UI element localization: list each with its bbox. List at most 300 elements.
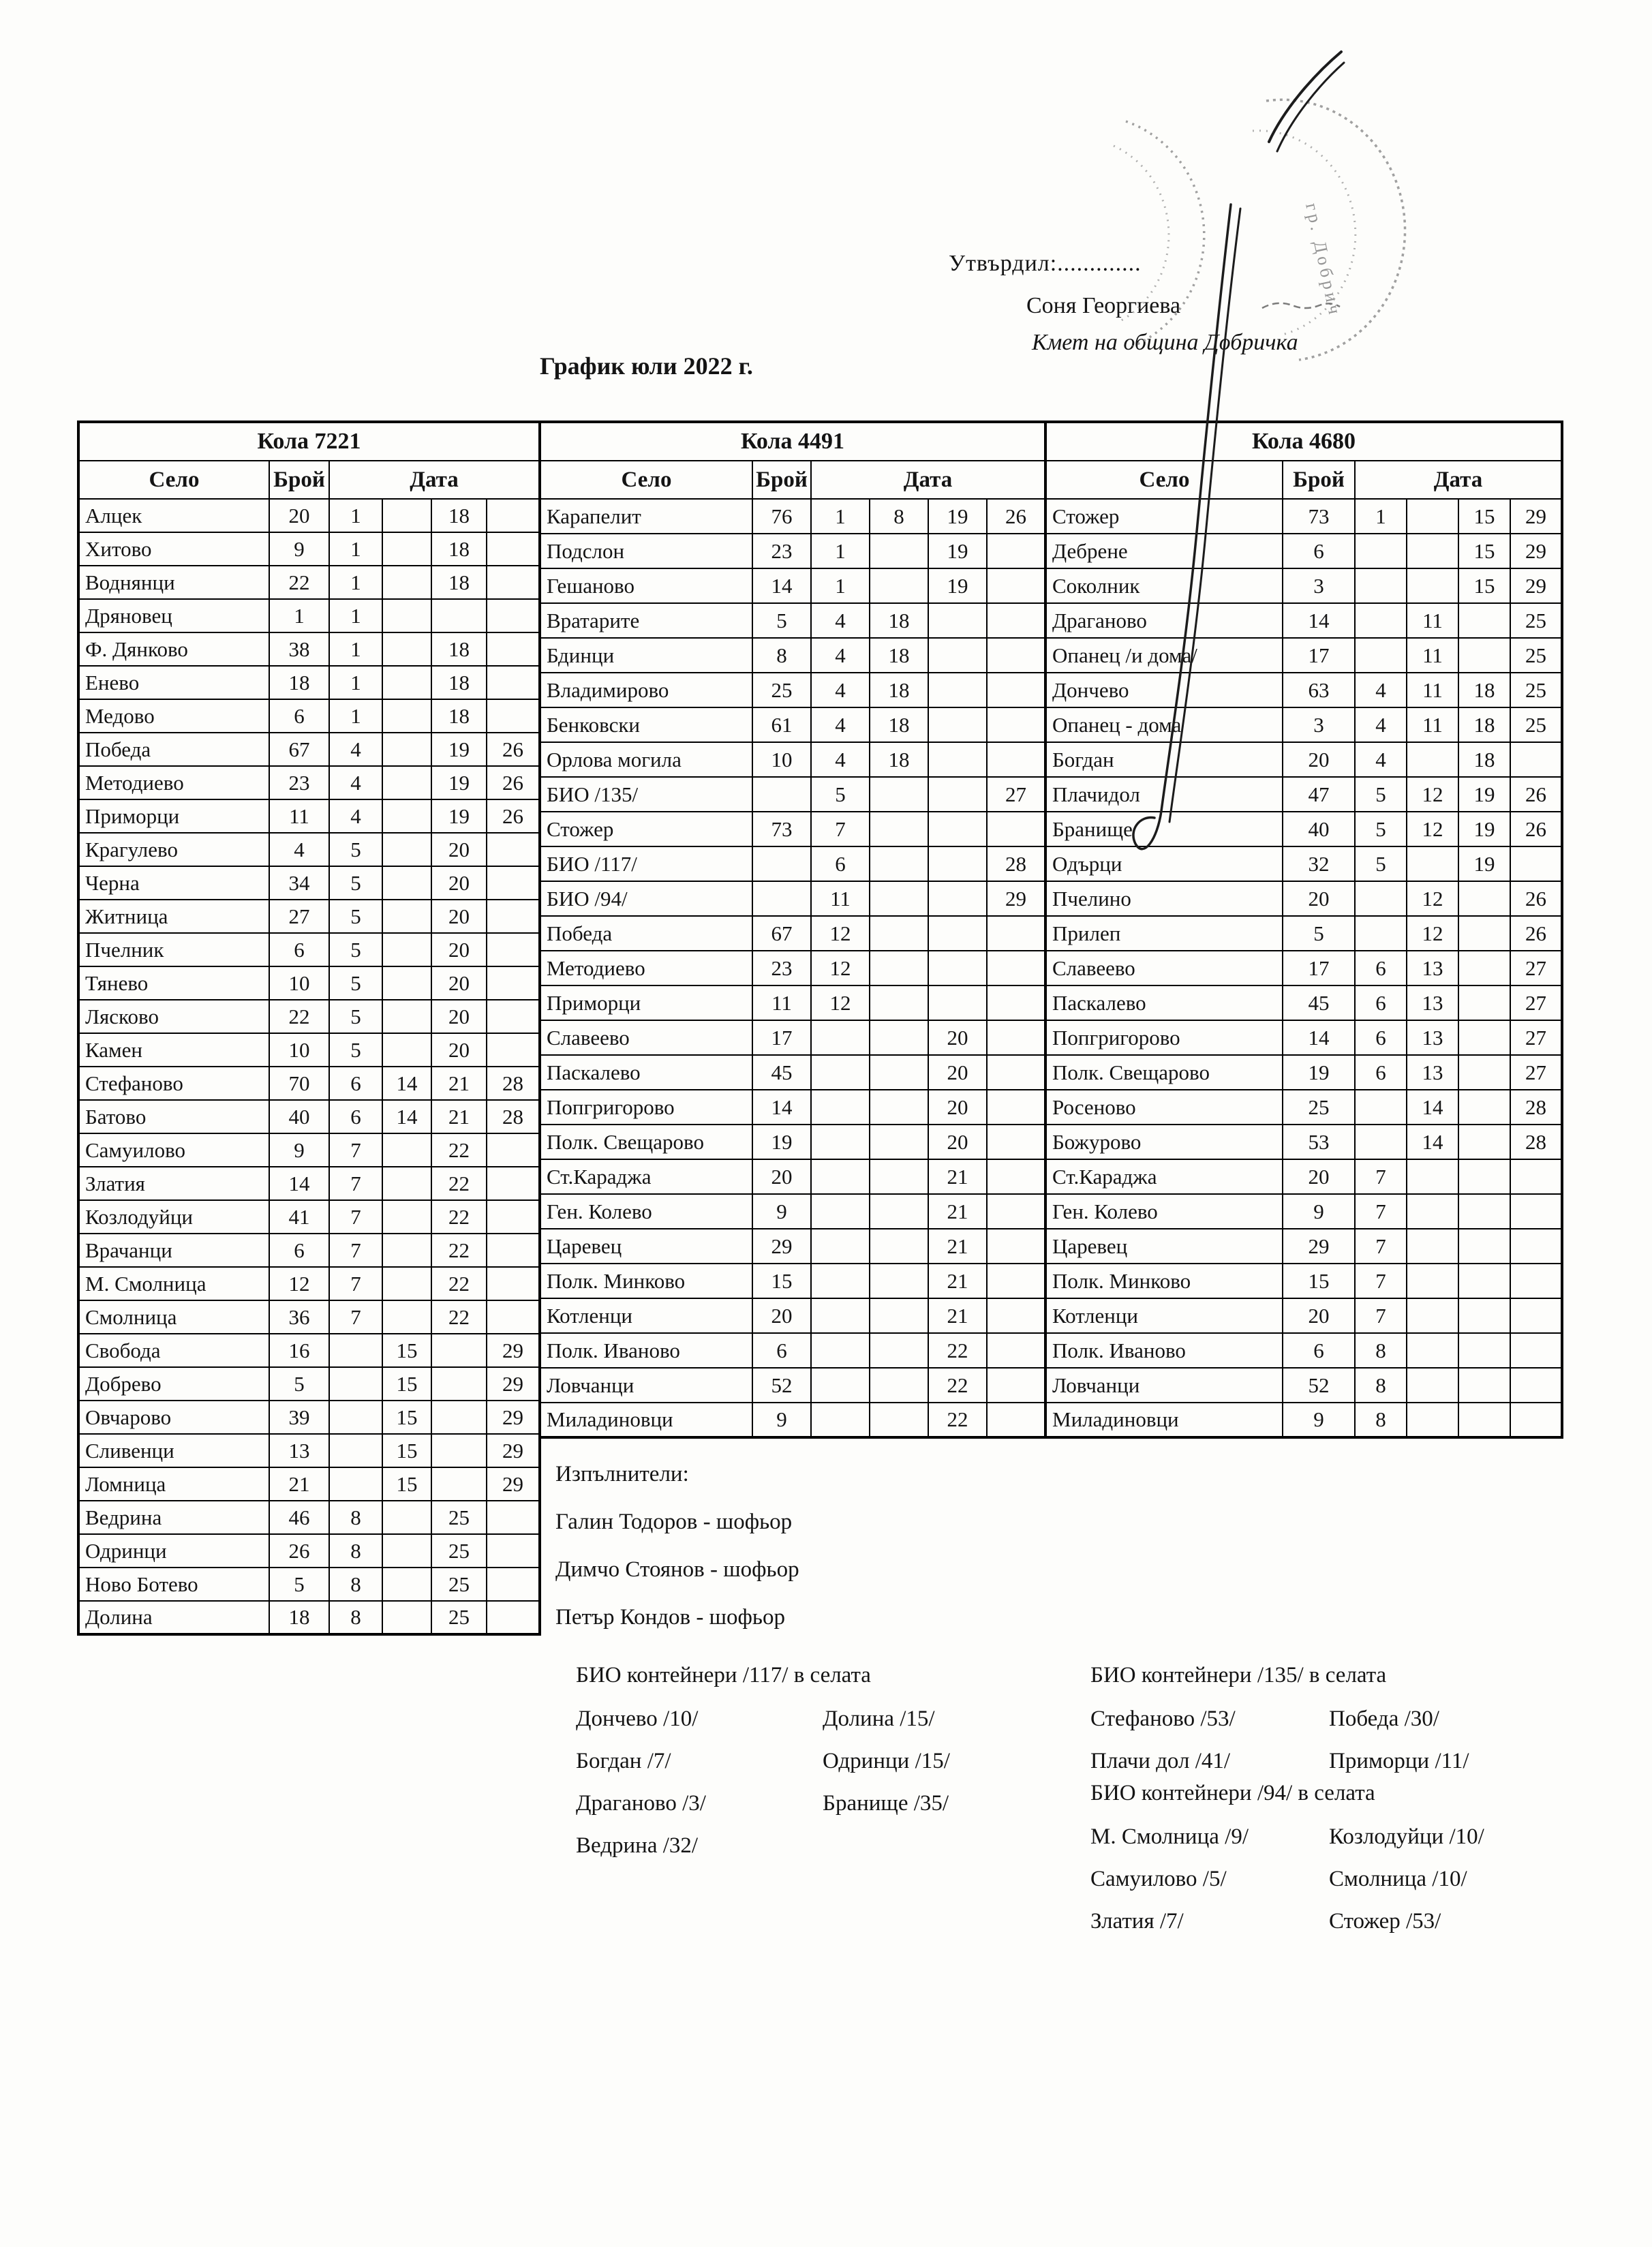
- table-row: [1045, 1264, 1562, 1298]
- count-cell: 9: [1283, 1403, 1355, 1437]
- date-cell: [1458, 1368, 1510, 1403]
- bio-col-right: [823, 1698, 1069, 1867]
- count-cell: 45: [752, 1055, 811, 1090]
- village-cell: Приморци: [78, 799, 269, 833]
- date-cell: 5: [329, 1000, 382, 1033]
- table-row: [1045, 1403, 1562, 1437]
- date-cell: 1: [329, 666, 382, 699]
- date-cell: 19: [928, 568, 987, 603]
- date-cell: [382, 632, 431, 666]
- date-cell: [1355, 534, 1407, 568]
- date-cell: [928, 603, 987, 638]
- date-cell: [928, 638, 987, 673]
- date-cell: 4: [1355, 742, 1407, 777]
- table-row: [78, 566, 540, 599]
- date-cell: 1: [329, 632, 382, 666]
- village-cell: Бдинци: [540, 638, 752, 673]
- date-cell: [1407, 534, 1458, 568]
- date-cell: 25: [431, 1568, 487, 1601]
- table-row: [78, 766, 540, 799]
- count-cell: 14: [269, 1167, 329, 1200]
- date-cell: 11: [1407, 673, 1458, 707]
- village-cell: Ген. Колево: [1045, 1194, 1283, 1229]
- date-cell: 5: [1355, 777, 1407, 812]
- village-cell: Богдан: [1045, 742, 1283, 777]
- col-header-count: Брой: [269, 461, 329, 499]
- date-cell: 6: [1355, 1055, 1407, 1090]
- bio-containers-94-block: [1090, 1771, 1581, 1942]
- village-cell: Хитово: [78, 532, 269, 566]
- date-cell: 7: [1355, 1194, 1407, 1229]
- count-cell: 9: [752, 1194, 811, 1229]
- village-cell: Врачанци: [78, 1234, 269, 1267]
- table-row: [540, 707, 1045, 742]
- table-row: [1045, 1194, 1562, 1229]
- count-cell: 29: [752, 1229, 811, 1264]
- date-cell: 20: [431, 966, 487, 1000]
- date-cell: [487, 833, 540, 866]
- date-cell: [487, 1033, 540, 1067]
- date-cell: [487, 699, 540, 733]
- date-cell: [987, 534, 1045, 568]
- schedule-table-car-4491: [538, 421, 1047, 1439]
- village-cell: Одринци: [78, 1534, 269, 1568]
- date-cell: [870, 1194, 928, 1229]
- count-cell: 23: [752, 951, 811, 985]
- count-cell: 25: [752, 673, 811, 707]
- date-cell: [811, 1090, 870, 1125]
- village-cell: БИО /94/: [540, 881, 752, 916]
- bio-village-item: Победа /30/: [1329, 1706, 1439, 1731]
- table-row: [78, 966, 540, 1000]
- date-cell: 26: [987, 499, 1045, 534]
- table-row: [78, 632, 540, 666]
- table-row: [1045, 1298, 1562, 1333]
- date-cell: [987, 673, 1045, 707]
- date-cell: 8: [329, 1601, 382, 1634]
- date-cell: [1355, 1125, 1407, 1159]
- date-cell: 11: [1407, 707, 1458, 742]
- date-cell: 1: [329, 532, 382, 566]
- date-cell: 22: [431, 1200, 487, 1234]
- date-cell: 12: [811, 916, 870, 951]
- table-row: [540, 568, 1045, 603]
- count-cell: 15: [752, 1264, 811, 1298]
- table-row: [78, 1601, 540, 1634]
- village-cell: Полк. Свещарово: [540, 1125, 752, 1159]
- table-row: [78, 1300, 540, 1334]
- village-cell: Ловчанци: [540, 1368, 752, 1403]
- bio-village-item: Приморци /11/: [1329, 1748, 1469, 1773]
- date-cell: [987, 1055, 1045, 1090]
- date-cell: [1458, 1125, 1510, 1159]
- count-cell: 1: [269, 599, 329, 632]
- date-cell: 13: [1407, 951, 1458, 985]
- date-cell: 5: [329, 900, 382, 933]
- count-cell: 10: [269, 1033, 329, 1067]
- count-cell: 6: [1283, 1333, 1355, 1368]
- date-cell: 4: [329, 766, 382, 799]
- date-cell: 4: [329, 799, 382, 833]
- table-body: [1045, 499, 1562, 1437]
- table-row: [78, 532, 540, 566]
- date-cell: [382, 833, 431, 866]
- village-cell: Соколник: [1045, 568, 1283, 603]
- date-cell: [987, 1090, 1045, 1125]
- date-cell: 29: [487, 1434, 540, 1467]
- date-cell: [382, 966, 431, 1000]
- table-row: [78, 1167, 540, 1200]
- date-cell: 7: [329, 1234, 382, 1267]
- date-cell: 7: [329, 1133, 382, 1167]
- date-cell: [431, 599, 487, 632]
- date-cell: 11: [1407, 638, 1458, 673]
- date-cell: [431, 1434, 487, 1467]
- date-cell: 4: [811, 603, 870, 638]
- table-row: [540, 1403, 1045, 1437]
- date-cell: [329, 1401, 382, 1434]
- date-cell: 14: [382, 1100, 431, 1133]
- village-cell: Подслон: [540, 534, 752, 568]
- date-cell: [1407, 1333, 1458, 1368]
- date-cell: 8: [329, 1534, 382, 1568]
- count-cell: 14: [1283, 603, 1355, 638]
- count-cell: 23: [752, 534, 811, 568]
- count-cell: 15: [1283, 1264, 1355, 1298]
- date-cell: 1: [811, 568, 870, 603]
- count-cell: 39: [269, 1401, 329, 1434]
- village-cell: Тянево: [78, 966, 269, 1000]
- table-row: [78, 1067, 540, 1100]
- date-cell: [870, 534, 928, 568]
- date-cell: [1458, 1229, 1510, 1264]
- date-cell: [870, 777, 928, 812]
- table-row: [540, 673, 1045, 707]
- count-cell: [752, 881, 811, 916]
- date-cell: 20: [431, 933, 487, 966]
- date-cell: [1355, 916, 1407, 951]
- count-cell: 6: [269, 933, 329, 966]
- col-header-village: Село: [540, 461, 752, 499]
- date-cell: [382, 933, 431, 966]
- date-cell: [811, 1125, 870, 1159]
- date-cell: [1407, 1264, 1458, 1298]
- date-cell: [382, 1501, 431, 1534]
- bio-village-item: М. Смолница /9/: [1090, 1824, 1249, 1849]
- date-cell: [987, 1333, 1045, 1368]
- village-cell: Росеново: [1045, 1090, 1283, 1125]
- date-cell: [811, 1333, 870, 1368]
- date-cell: 19: [928, 534, 987, 568]
- col-header-date: Дата: [329, 461, 540, 499]
- date-cell: [1407, 1298, 1458, 1333]
- table-row: [78, 1501, 540, 1534]
- date-cell: [382, 900, 431, 933]
- date-cell: 20: [431, 900, 487, 933]
- table-title: Кола 7221: [78, 422, 540, 461]
- date-cell: 8: [1355, 1333, 1407, 1368]
- count-cell: 3: [1283, 707, 1355, 742]
- village-cell: Сливенци: [78, 1434, 269, 1467]
- date-cell: [811, 1055, 870, 1090]
- date-cell: 18: [870, 638, 928, 673]
- village-cell: Дебрене: [1045, 534, 1283, 568]
- date-cell: 18: [431, 632, 487, 666]
- date-cell: 18: [1458, 673, 1510, 707]
- village-cell: Камен: [78, 1033, 269, 1067]
- date-cell: [382, 566, 431, 599]
- date-cell: [329, 1334, 382, 1367]
- table-row: [540, 1125, 1045, 1159]
- pen-squiggle: [1262, 303, 1340, 308]
- table-row: [540, 881, 1045, 916]
- date-cell: [487, 1200, 540, 1234]
- stamp-right-inner-icon: [1253, 131, 1356, 335]
- date-cell: [987, 1125, 1045, 1159]
- village-cell: Батово: [78, 1100, 269, 1133]
- date-cell: [382, 1000, 431, 1033]
- table-row: [78, 499, 540, 532]
- date-cell: 26: [1510, 916, 1562, 951]
- table-row: [78, 1234, 540, 1267]
- date-cell: 25: [431, 1601, 487, 1634]
- date-cell: [1510, 1403, 1562, 1437]
- date-cell: [870, 1229, 928, 1264]
- col-header-village: Село: [78, 461, 269, 499]
- table-row: [1045, 1159, 1562, 1194]
- date-cell: [1355, 638, 1407, 673]
- date-cell: 28: [987, 846, 1045, 881]
- stamp-right-icon: [1266, 100, 1405, 360]
- village-cell: Козлодуйци: [78, 1200, 269, 1234]
- table-title: Кола 4491: [540, 422, 1045, 461]
- date-cell: 1: [811, 534, 870, 568]
- date-cell: [870, 1264, 928, 1298]
- date-cell: 6: [1355, 985, 1407, 1020]
- date-cell: 22: [928, 1368, 987, 1403]
- village-cell: Паскалево: [1045, 985, 1283, 1020]
- date-cell: 11: [1407, 603, 1458, 638]
- bio-village-item: Драганово /3/: [576, 1790, 706, 1816]
- date-cell: 4: [811, 742, 870, 777]
- bio-block-title: БИО контейнери /117/ в селата: [576, 1662, 871, 1687]
- date-cell: 29: [487, 1467, 540, 1501]
- date-cell: [1407, 1229, 1458, 1264]
- date-cell: [987, 638, 1045, 673]
- table-row: [78, 1267, 540, 1300]
- date-cell: 29: [487, 1334, 540, 1367]
- date-cell: [811, 1194, 870, 1229]
- date-cell: 27: [987, 777, 1045, 812]
- date-cell: [870, 846, 928, 881]
- date-cell: 7: [811, 812, 870, 846]
- count-cell: 25: [1283, 1090, 1355, 1125]
- date-cell: [1407, 568, 1458, 603]
- date-cell: [1458, 1159, 1510, 1194]
- village-cell: Царевец: [1045, 1229, 1283, 1264]
- bio-village-item: Долина /15/: [823, 1706, 935, 1731]
- date-cell: [987, 1229, 1045, 1264]
- date-cell: [928, 742, 987, 777]
- approver-name: Соня Георгиева: [1026, 293, 1181, 318]
- date-cell: [487, 1167, 540, 1200]
- date-cell: 1: [329, 499, 382, 532]
- count-cell: 53: [1283, 1125, 1355, 1159]
- date-cell: 20: [928, 1090, 987, 1125]
- date-cell: [487, 632, 540, 666]
- village-cell: Котленци: [1045, 1298, 1283, 1333]
- date-cell: [487, 666, 540, 699]
- date-cell: 12: [1407, 916, 1458, 951]
- date-cell: [1458, 881, 1510, 916]
- count-cell: 21: [269, 1467, 329, 1501]
- date-cell: 22: [928, 1333, 987, 1368]
- date-cell: 19: [928, 499, 987, 534]
- count-cell: 26: [269, 1534, 329, 1568]
- date-cell: 7: [1355, 1264, 1407, 1298]
- bio-village-item: Златия /7/: [1090, 1908, 1184, 1933]
- table-row: [540, 742, 1045, 777]
- date-cell: 5: [329, 833, 382, 866]
- date-cell: [928, 951, 987, 985]
- schedule-table-car-7221: [77, 421, 541, 1636]
- table-row: [1045, 951, 1562, 985]
- count-cell: 3: [1283, 568, 1355, 603]
- date-cell: [1510, 1159, 1562, 1194]
- count-cell: 17: [752, 1020, 811, 1055]
- date-cell: 7: [1355, 1229, 1407, 1264]
- date-cell: 18: [870, 673, 928, 707]
- date-cell: 15: [382, 1467, 431, 1501]
- date-cell: 27: [1510, 1020, 1562, 1055]
- date-cell: 13: [1407, 985, 1458, 1020]
- date-cell: 20: [928, 1020, 987, 1055]
- village-cell: Ломница: [78, 1467, 269, 1501]
- table-row: [540, 1368, 1045, 1403]
- count-cell: 23: [269, 766, 329, 799]
- count-cell: 22: [269, 566, 329, 599]
- count-cell: 16: [269, 1334, 329, 1367]
- date-cell: 21: [928, 1159, 987, 1194]
- date-cell: 25: [431, 1501, 487, 1534]
- bio-col-left: [576, 1698, 823, 1867]
- count-cell: 18: [269, 666, 329, 699]
- col-header-village: Село: [1045, 461, 1283, 499]
- table-row: [540, 1229, 1045, 1264]
- date-cell: [487, 1000, 540, 1033]
- count-cell: 5: [269, 1367, 329, 1401]
- date-cell: 28: [487, 1067, 540, 1100]
- village-cell: Славеево: [1045, 951, 1283, 985]
- table-row: [1045, 1020, 1562, 1055]
- executors-block: [555, 1450, 799, 1641]
- date-cell: 11: [811, 881, 870, 916]
- village-cell: Черна: [78, 866, 269, 900]
- date-cell: [1510, 1194, 1562, 1229]
- date-cell: 4: [811, 673, 870, 707]
- village-cell: Ген. Колево: [540, 1194, 752, 1229]
- village-cell: Бранище: [1045, 812, 1283, 846]
- bio-block-title: БИО контейнери /94/ в селата: [1090, 1780, 1375, 1805]
- bio-col-left: [1090, 1698, 1329, 1782]
- date-cell: 18: [431, 532, 487, 566]
- date-cell: [811, 1229, 870, 1264]
- table-row: [1045, 916, 1562, 951]
- stamp-text: гр. Добрич: [1302, 201, 1345, 320]
- village-cell: Миладиновци: [1045, 1403, 1283, 1437]
- count-cell: 9: [269, 532, 329, 566]
- count-cell: 70: [269, 1067, 329, 1100]
- date-cell: 21: [431, 1067, 487, 1100]
- date-cell: 19: [1458, 846, 1510, 881]
- count-cell: 67: [752, 916, 811, 951]
- date-cell: [1407, 1403, 1458, 1437]
- date-cell: 1: [329, 599, 382, 632]
- village-cell: Златия: [78, 1167, 269, 1200]
- date-cell: [382, 1601, 431, 1634]
- village-cell: Крагулево: [78, 833, 269, 866]
- date-cell: [870, 568, 928, 603]
- table-row: [78, 666, 540, 699]
- date-cell: 19: [431, 733, 487, 766]
- village-cell: Енево: [78, 666, 269, 699]
- date-cell: [870, 812, 928, 846]
- date-cell: 26: [1510, 777, 1562, 812]
- date-cell: [1510, 1229, 1562, 1264]
- date-cell: [987, 916, 1045, 951]
- date-cell: [987, 1298, 1045, 1333]
- date-cell: 18: [431, 566, 487, 599]
- table-row: [540, 985, 1045, 1020]
- date-cell: 18: [431, 699, 487, 733]
- date-cell: 22: [928, 1403, 987, 1437]
- village-cell: Одърци: [1045, 846, 1283, 881]
- bio-village-item: Самуилово /5/: [1090, 1866, 1227, 1891]
- village-cell: Ст.Караджа: [1045, 1159, 1283, 1194]
- date-cell: 25: [1510, 707, 1562, 742]
- table-row: [78, 799, 540, 833]
- date-cell: [382, 1568, 431, 1601]
- date-cell: 5: [1355, 812, 1407, 846]
- date-cell: [487, 1601, 540, 1634]
- table-row: [1045, 1090, 1562, 1125]
- count-cell: 40: [269, 1100, 329, 1133]
- village-cell: Котленци: [540, 1298, 752, 1333]
- table-body: [540, 499, 1045, 1437]
- date-cell: [487, 1133, 540, 1167]
- date-cell: [487, 566, 540, 599]
- count-cell: 38: [269, 632, 329, 666]
- date-cell: 7: [329, 1300, 382, 1334]
- count-cell: 20: [1283, 881, 1355, 916]
- village-cell: Владимирово: [540, 673, 752, 707]
- date-cell: [1458, 638, 1510, 673]
- village-cell: Ф. Дянково: [78, 632, 269, 666]
- village-cell: Победа: [540, 916, 752, 951]
- date-cell: [870, 1368, 928, 1403]
- date-cell: 15: [1458, 568, 1510, 603]
- executor-name: Галин Тодоров - шофьор: [555, 1509, 793, 1534]
- date-cell: [987, 951, 1045, 985]
- village-cell: Бенковски: [540, 707, 752, 742]
- date-cell: 15: [1458, 534, 1510, 568]
- date-cell: [1355, 603, 1407, 638]
- date-cell: 4: [811, 707, 870, 742]
- village-cell: Опанец /и дома/: [1045, 638, 1283, 673]
- date-cell: 15: [382, 1367, 431, 1401]
- date-cell: [329, 1367, 382, 1401]
- village-cell: Победа: [78, 733, 269, 766]
